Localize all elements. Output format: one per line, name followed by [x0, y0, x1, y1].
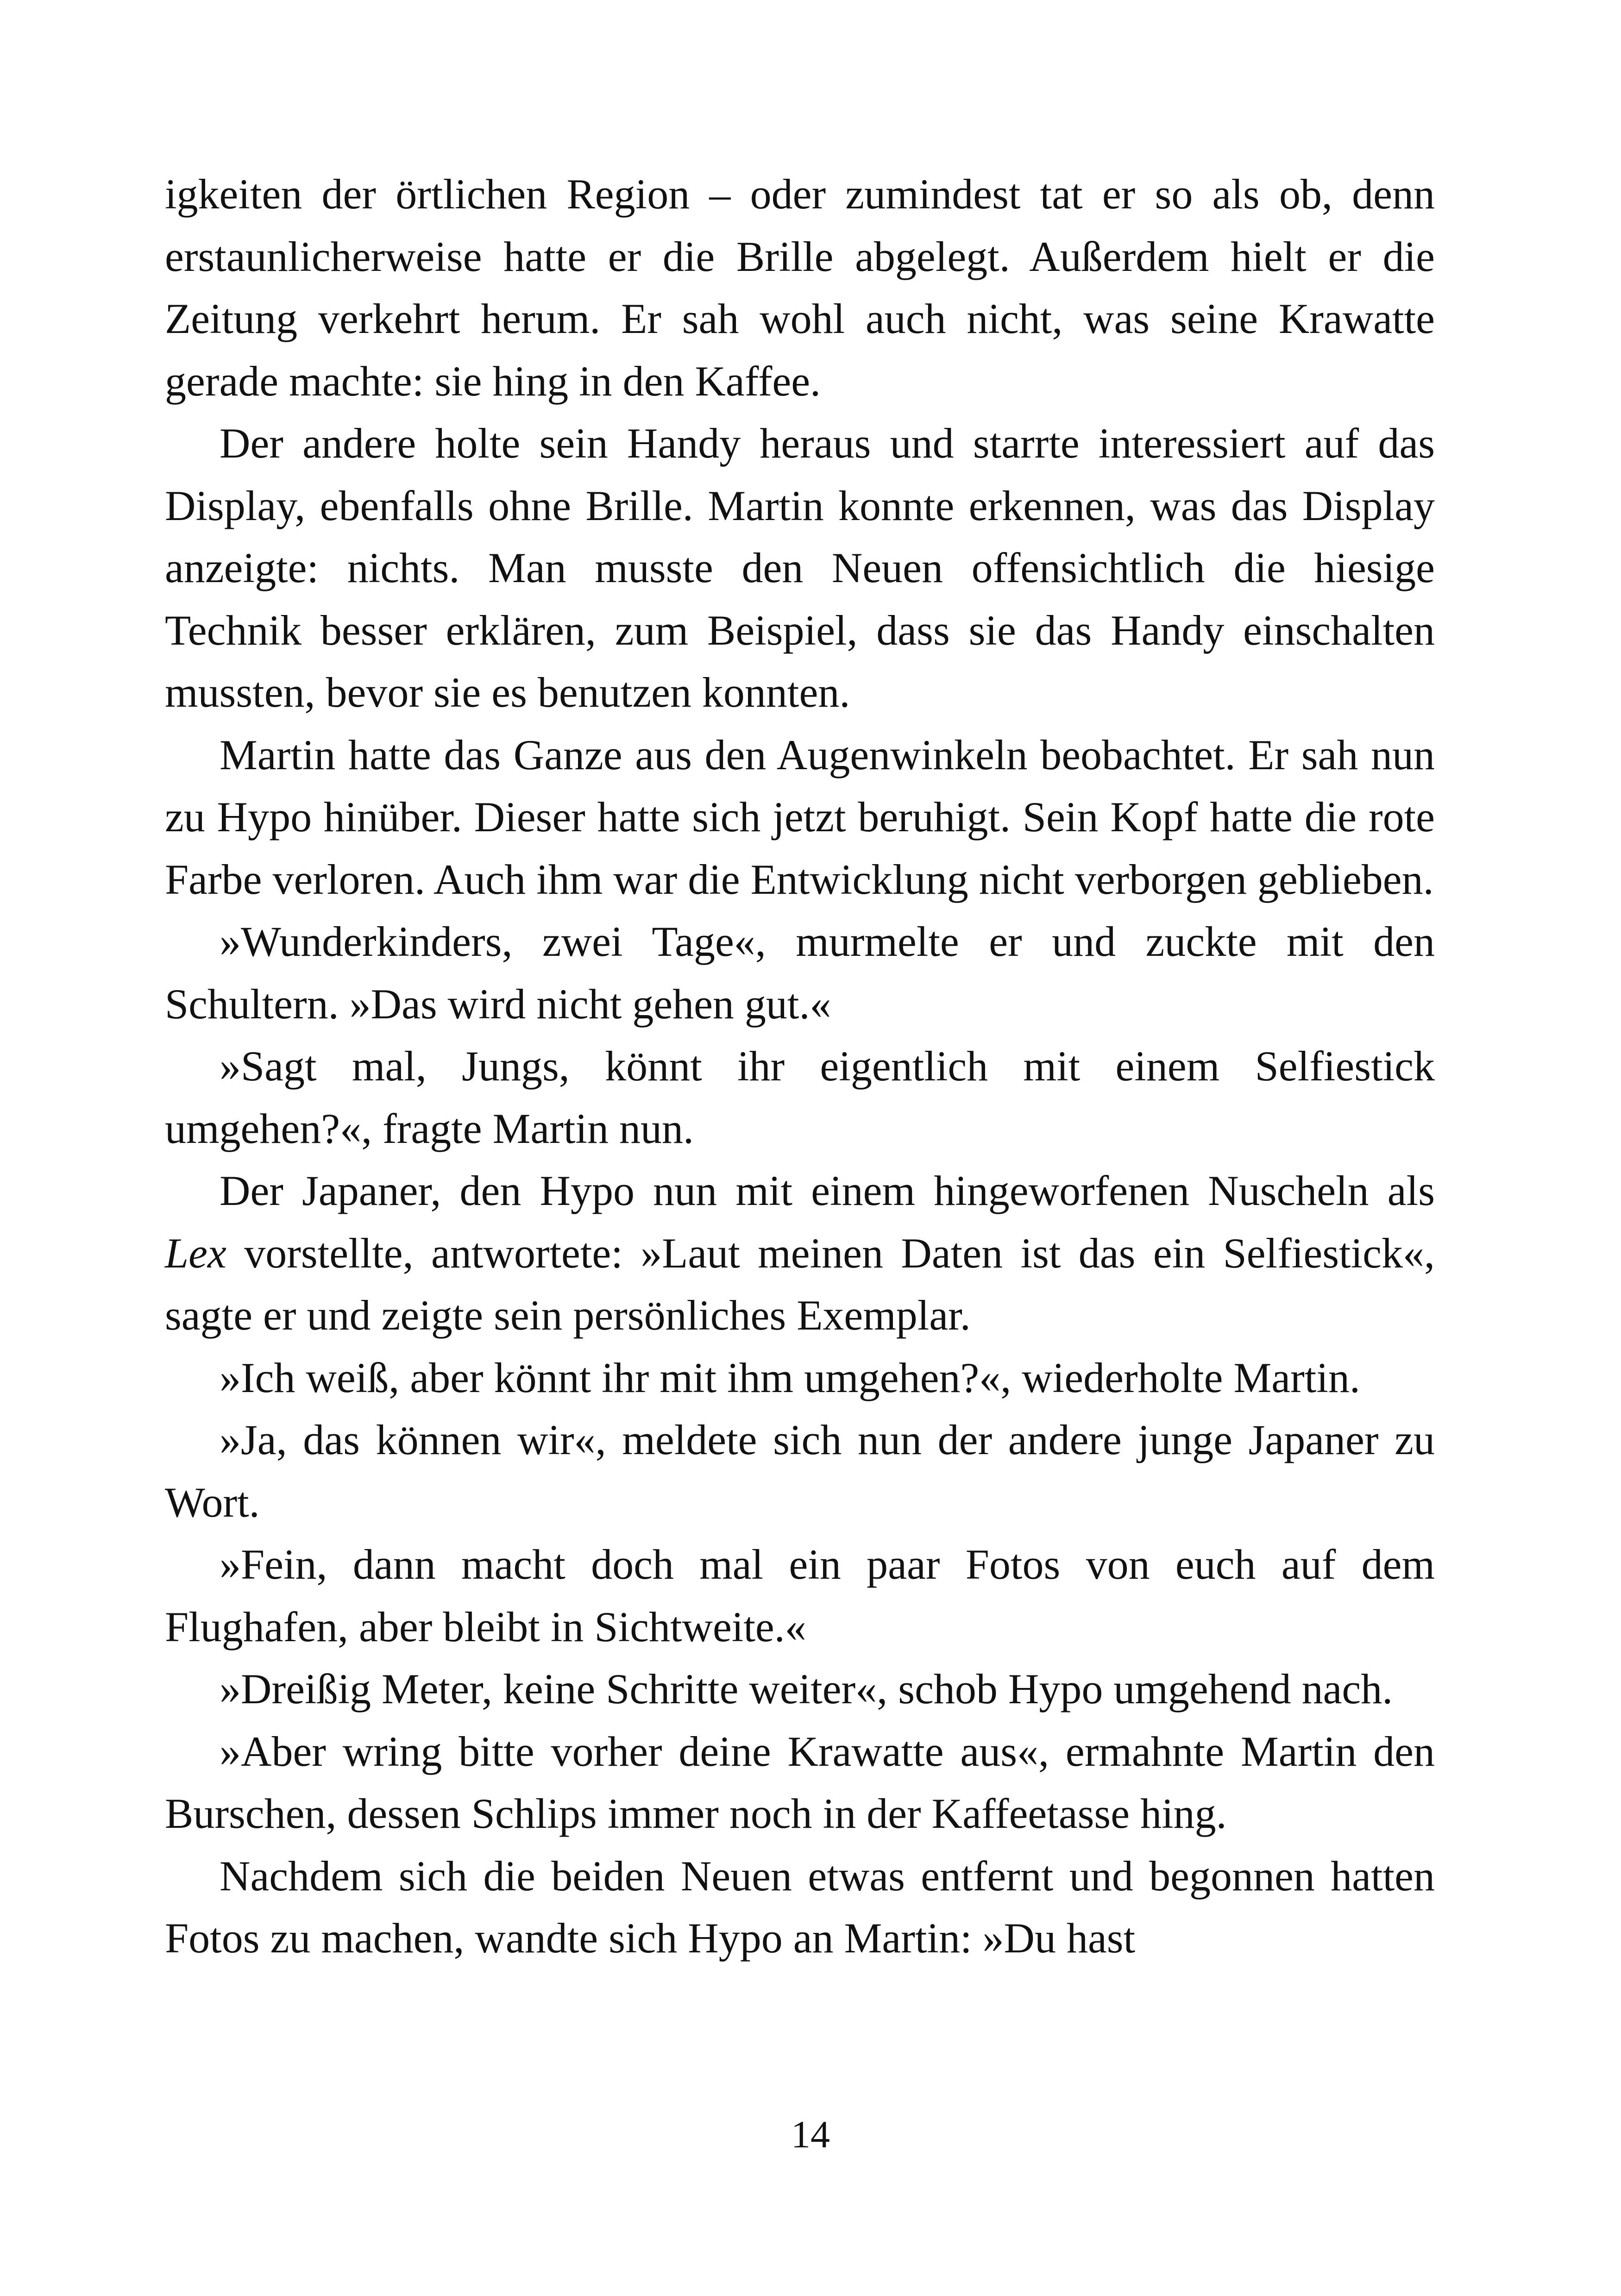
paragraph-6-text-before: Der Japaner, den Hypo nun mit einem hingeworfenen Nuscheln als	[220, 1167, 1435, 1214]
paragraph-6	[165, 1160, 1435, 1347]
paragraph-4: »Wunderkinders, zwei Tage«, murmelte er und zuckte mit den Schultern. »Das wird nicht gehen gut.«	[165, 918, 1435, 1028]
paragraph-10: »Dreißig Meter, keine Schritte weiter«, schob Hypo umgehend nach.	[220, 1665, 1393, 1713]
paragraph-8: »Ja, das können wir«, meldete sich nun der andere junge Japaner zu Wort.	[165, 1416, 1435, 1526]
paragraph-1: igkeiten der örtlichen Region – oder zumindest tat er so als ob, denn erstaunlicherweise hatte er die Brille abgelegt. Außerdem hielt er die Zeitung verkehrt herum. Er sah wohl auch nicht, was seine Krawatte gerade machte: sie hing in den Kaffee.	[165, 170, 1435, 405]
paragraph-6-italic-name: Lex	[165, 1229, 226, 1277]
paragraph-11: »Aber wring bitte vorher deine Krawatte aus«, ermahnte Martin den Burschen, dessen Schlips immer noch in der Kaffeetasse hing.	[165, 1727, 1435, 1837]
paragraph-7: »Ich weiß, aber könnt ihr mit ihm umgehen?«, wiederholte Martin.	[220, 1354, 1360, 1401]
paragraph-5: »Sagt mal, Jungs, könnt ihr eigentlich mit einem Selfiestick umgehen?«, fragte Martin nun.	[165, 1042, 1435, 1152]
paragraph-3: Martin hatte das Ganze aus den Augenwinkeln beobachtet. Er sah nun zu Hypo hinüber. Dieser hatte sich jetzt beruhigt. Sein Kopf hatte die rote Farbe verloren. Auch ihm war die Entwicklung nicht verborgen geblieben.	[165, 731, 1435, 903]
paragraph-2: Der andere holte sein Handy heraus und starrte interessiert auf das Display, ebenfalls ohne Brille. Martin konnte erkennen, was das Display anzeigte: nichts. Man musste den Neuen offensichtlich die hiesige Technik besser erklären, zum Beispiel, dass sie das Handy einschalten mussten, bevor sie es benutzen konnten.	[165, 420, 1435, 716]
paragraph-6-text-after: vorstellte, antwortete: »Laut meinen Daten ist das ein Selfiestick«, sagte er und zeigte sein persönliches Exemplar.	[165, 1229, 1435, 1339]
paragraph-9: »Fein, dann macht doch mal ein paar Fotos von euch auf dem Flughafen, aber bleibt in Sichtweite.«	[165, 1541, 1435, 1650]
paragraph-12: Nachdem sich die beiden Neuen etwas entfernt und begonnen hatten Fotos zu machen, wandte sich Hypo an Martin: »Du hast	[165, 1852, 1435, 1962]
page-number: 14	[791, 2113, 830, 2156]
body-text	[165, 163, 1435, 1970]
